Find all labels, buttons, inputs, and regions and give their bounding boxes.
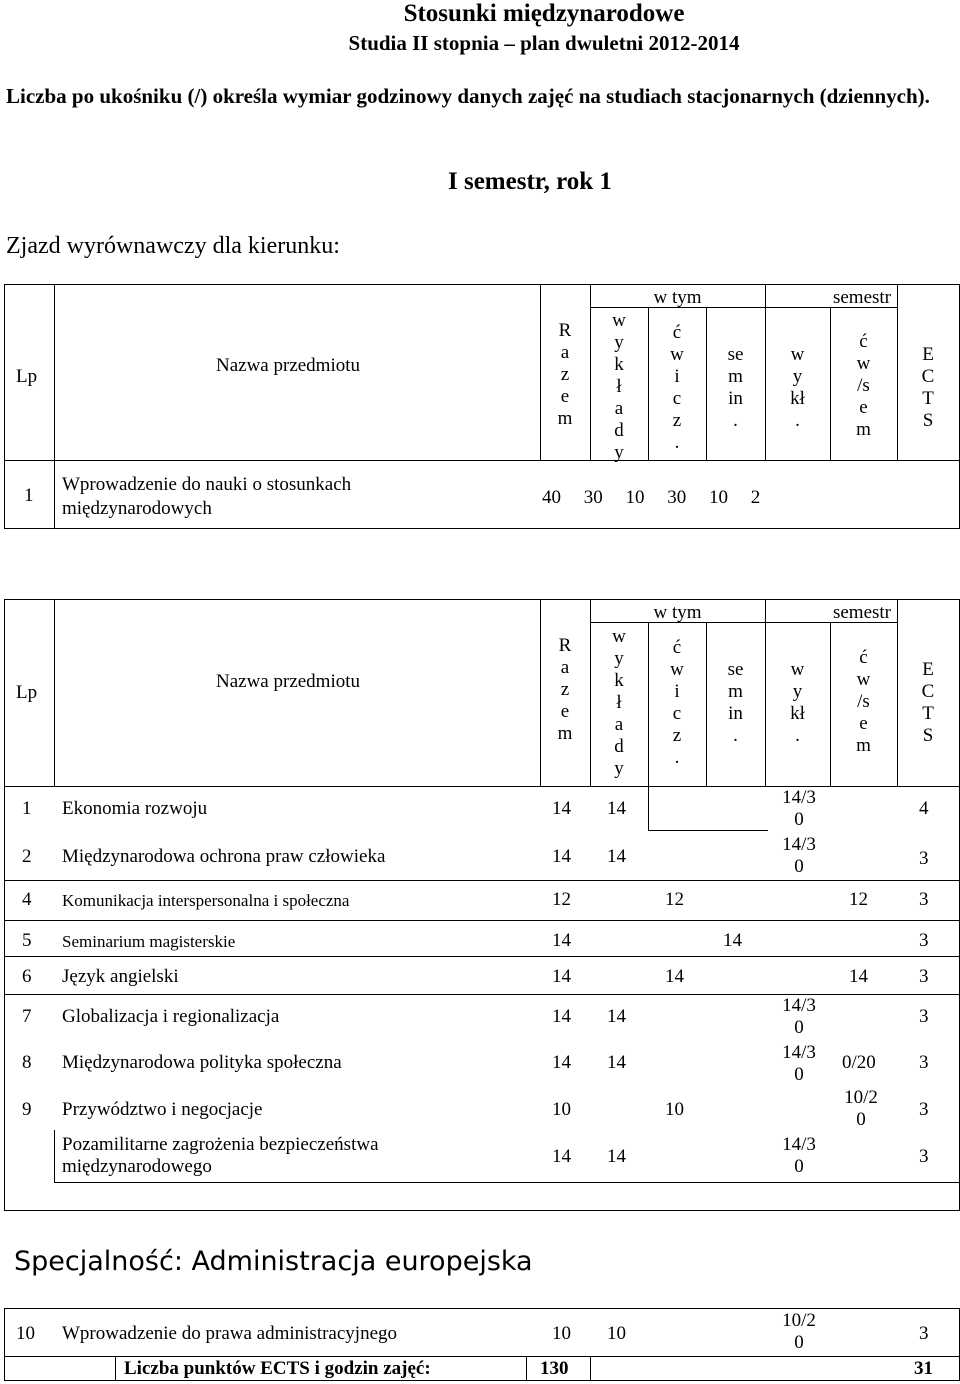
lp-header: Lp: [16, 366, 38, 387]
total-label: Liczba punktów ECTS i godzin zajęć:: [124, 1358, 431, 1379]
wyklady-header-2: w y k ł a d y: [612, 626, 626, 779]
sem-cw-sem-header-2: ć w /s e m: [856, 647, 871, 756]
seminaria-header-2: se m in .: [727, 659, 744, 746]
name-header: Nazwa przedmiotu: [216, 355, 361, 376]
ects-header: E C T S: [921, 344, 935, 431]
sem-wyklady-header: w y kł .: [790, 344, 805, 431]
row-lp: 1: [24, 485, 34, 506]
cwiczenia-header: ć w i c z .: [670, 322, 684, 453]
cwiczenia-header-2: ć w i c z .: [670, 637, 684, 768]
zjazd-heading: Zjazd wyrównawczy dla kierunku:: [6, 233, 340, 259]
wyklady-header: w y k ł a d y: [612, 310, 626, 463]
lp-header-2: Lp: [16, 682, 38, 703]
total-ects: 31: [914, 1358, 933, 1379]
hours-note: Liczba po ukośniku (/) określa wymiar godzinowy danych zajęć na studiach stacjonarnych (dziennych).: [6, 84, 930, 108]
name-header-2: Nazwa przedmiotu: [216, 671, 361, 692]
row-name: Wprowadzenie do nauki o stosunkach międzynarodowych: [62, 474, 352, 519]
ects-header-2: E C T S: [921, 659, 935, 746]
razem-header-2: R a z e m: [557, 635, 573, 744]
w-tym-header-2: w tym: [653, 602, 702, 623]
seminaria-header: se m in .: [727, 344, 744, 431]
sem-wyklady-header-2: w y kł .: [790, 659, 805, 746]
total-hours: 130: [540, 1358, 569, 1379]
document-subtitle: Studia II stopnia – plan dwuletni 2012-2014: [348, 31, 740, 55]
sem-cw-sem-header: ć w /s e m: [856, 331, 871, 440]
w-tym-header: w tym: [653, 287, 702, 308]
document-title: Stosunki międzynarodowe: [403, 0, 685, 27]
semestr-header: semestr: [832, 287, 892, 308]
specialty-title: Specjalność: Administracja europejska: [14, 1246, 533, 1277]
razem-header: R a z e m: [557, 320, 573, 429]
semestr-header-2: semestr: [832, 602, 892, 623]
row-values: 40 30 10 30 10 2: [542, 487, 761, 508]
semester-heading: I semestr, rok 1: [448, 168, 612, 195]
